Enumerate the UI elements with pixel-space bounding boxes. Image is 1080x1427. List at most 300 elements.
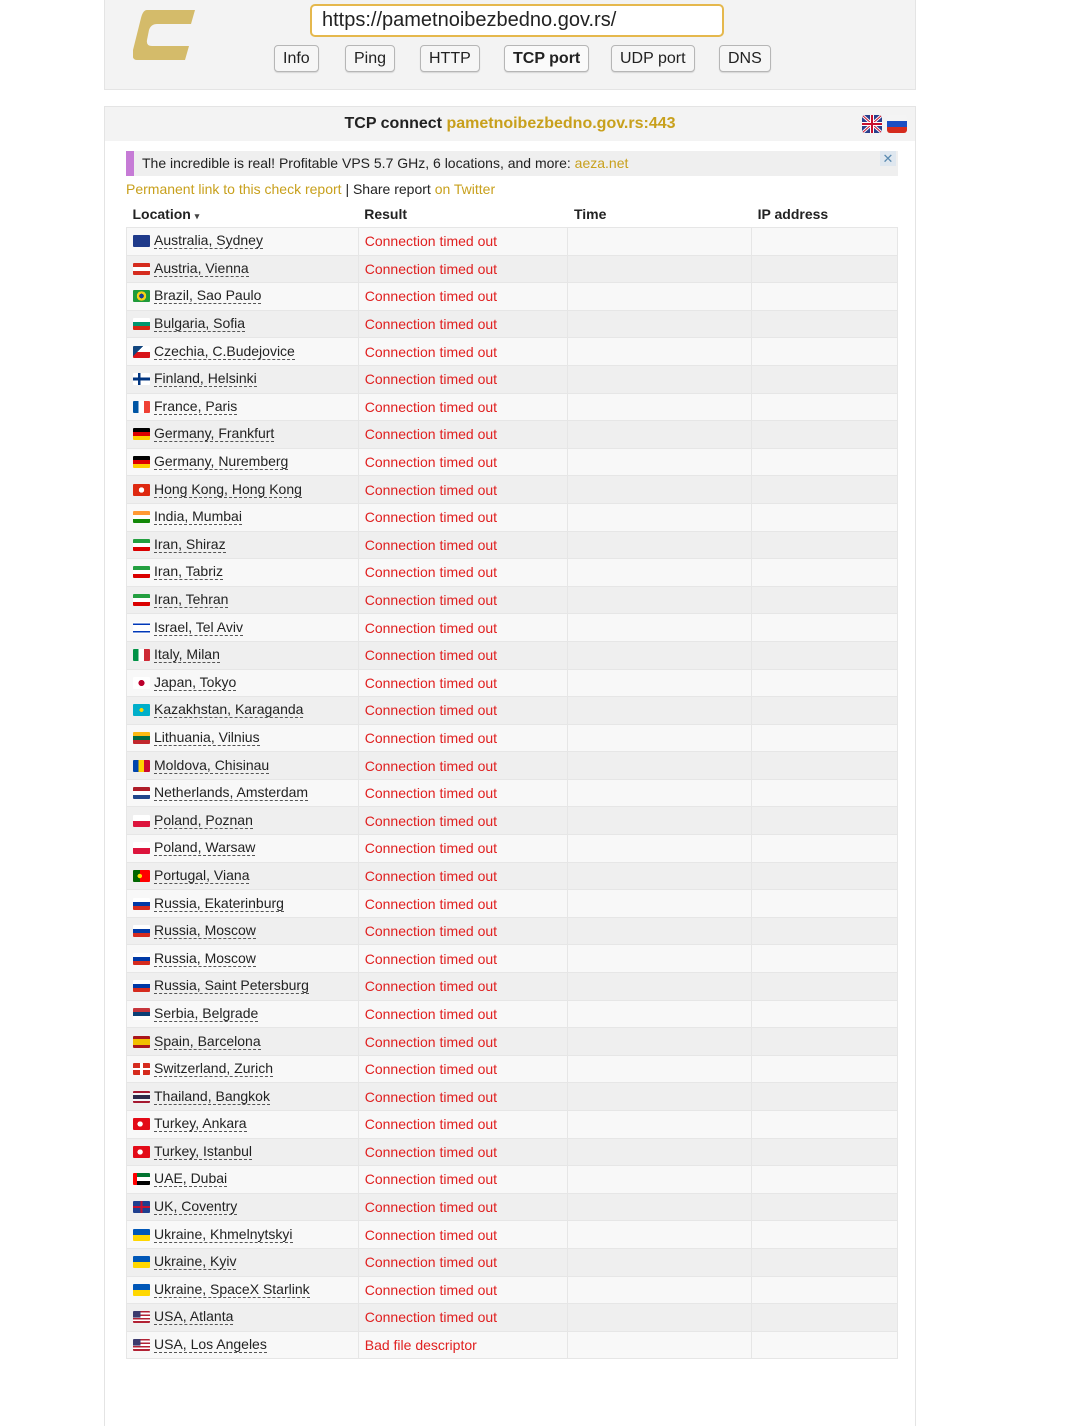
location-cell: [127, 1276, 359, 1304]
time-cell: [568, 1276, 752, 1304]
time-cell: [568, 1111, 752, 1139]
result-cell: Connection timed out: [358, 476, 568, 504]
location-link[interactable]: Germany, Nuremberg: [154, 453, 289, 470]
location-link[interactable]: Moldova, Chisinau: [154, 756, 270, 773]
result-cell: Bad file descriptor: [358, 1331, 568, 1359]
tab-udp-port[interactable]: UDP port: [611, 45, 695, 72]
location-link[interactable]: Ukraine, SpaceX Starlink: [154, 1280, 310, 1297]
site-logo-icon[interactable]: [133, 10, 199, 72]
location-link[interactable]: Iran, Tabriz: [154, 563, 223, 580]
location-link[interactable]: Bulgaria, Sofia: [154, 315, 246, 332]
location-cell: [127, 586, 359, 614]
result-cell: Connection timed out: [358, 228, 568, 256]
location-link[interactable]: Iran, Shiraz: [154, 535, 226, 552]
time-cell: [568, 586, 752, 614]
ip-cell: [752, 917, 898, 945]
time-cell: [568, 835, 752, 863]
result-cell: Connection timed out: [358, 1304, 568, 1332]
time-cell: [568, 503, 752, 531]
location-cell: [127, 559, 359, 587]
ip-cell: [752, 614, 898, 642]
time-cell: [568, 697, 752, 725]
results-table: [126, 201, 898, 1359]
time-cell: [568, 1166, 752, 1194]
result-cell: Connection timed out: [358, 614, 568, 642]
location-cell: [127, 1138, 359, 1166]
report-panel: [104, 106, 916, 1426]
result-cell: Connection timed out: [358, 503, 568, 531]
time-cell: [568, 310, 752, 338]
ip-cell: [752, 1221, 898, 1249]
ip-cell: [752, 835, 898, 863]
column-header-location[interactable]: Location ▾: [132, 206, 200, 222]
time-cell: [568, 421, 752, 449]
ip-cell: [752, 973, 898, 1001]
ip-cell: [752, 890, 898, 918]
location-link[interactable]: Poland, Warsaw: [154, 839, 256, 856]
result-cell: Connection timed out: [358, 1083, 568, 1111]
result-cell: Connection timed out: [358, 283, 568, 311]
result-cell: Connection timed out: [358, 255, 568, 283]
time-cell: [568, 1000, 752, 1028]
location-link[interactable]: Iran, Tehran: [154, 591, 229, 608]
table-row: [127, 255, 898, 283]
table-row: [127, 228, 898, 256]
location-cell: [127, 228, 359, 256]
report-title: [105, 107, 915, 141]
result-cell: Connection timed out: [358, 559, 568, 587]
table-row: [127, 835, 898, 863]
ip-cell: [752, 1000, 898, 1028]
table-row: [127, 1248, 898, 1276]
column-header-time: Time: [573, 206, 607, 222]
time-cell: [568, 641, 752, 669]
location-cell: [127, 973, 359, 1001]
result-cell: Connection timed out: [358, 945, 568, 973]
location-cell: [127, 1331, 359, 1359]
result-cell: Connection timed out: [358, 1193, 568, 1221]
ad-banner: [126, 151, 898, 176]
time-cell: [568, 1083, 752, 1111]
table-row: [127, 862, 898, 890]
de-flag-icon: [133, 456, 150, 468]
location-link[interactable]: Switzerland, Zurich: [154, 1060, 274, 1077]
result-cell: Connection timed out: [358, 973, 568, 1001]
ip-cell: [752, 365, 898, 393]
ip-cell: [752, 476, 898, 504]
results-body: [127, 228, 898, 1359]
result-cell: Connection timed out: [358, 1111, 568, 1139]
time-cell: [568, 945, 752, 973]
location-link[interactable]: USA, Los Angeles: [154, 1336, 267, 1353]
location-link[interactable]: Portugal, Viana: [154, 866, 250, 883]
il-flag-icon: [133, 622, 150, 634]
location-link[interactable]: Netherlands, Amsterdam: [154, 784, 309, 801]
uk-flag-language-icon[interactable]: [862, 115, 882, 133]
time-cell: [568, 559, 752, 587]
table-row: [127, 1138, 898, 1166]
result-cell: Connection timed out: [358, 310, 568, 338]
table-row: [127, 779, 898, 807]
time-cell: [568, 393, 752, 421]
result-cell: Connection timed out: [358, 697, 568, 725]
location-link[interactable]: Serbia, Belgrade: [154, 1004, 259, 1021]
title-prefix: TCP connect: [344, 115, 442, 132]
location-cell: [127, 1304, 359, 1332]
ru-flag-icon: [133, 898, 150, 910]
ip-cell: [752, 1055, 898, 1083]
table-row: [127, 531, 898, 559]
location-cell: [127, 1083, 359, 1111]
time-cell: [568, 365, 752, 393]
location-cell: [127, 1248, 359, 1276]
location-link[interactable]: Brazil, Sao Paulo: [154, 287, 262, 304]
location-cell: [127, 1166, 359, 1194]
lt-flag-icon: [133, 732, 150, 744]
ip-cell: [752, 724, 898, 752]
links-separator: |: [345, 181, 350, 197]
result-cell: Connection timed out: [358, 724, 568, 752]
time-cell: [568, 1304, 752, 1332]
time-cell: [568, 1248, 752, 1276]
result-cell: Connection timed out: [358, 752, 568, 780]
time-cell: [568, 338, 752, 366]
location-link[interactable]: Germany, Frankfurt: [154, 425, 275, 442]
table-row: [127, 807, 898, 835]
location-cell: [127, 669, 359, 697]
location-link[interactable]: Spain, Barcelona: [154, 1032, 261, 1049]
result-cell: Connection timed out: [358, 1221, 568, 1249]
ir-flag-icon: [133, 539, 150, 551]
location-link[interactable]: Thailand, Bangkok: [154, 1087, 270, 1104]
ip-cell: [752, 421, 898, 449]
ua-flag-icon: [133, 1284, 150, 1296]
ip-cell: [752, 338, 898, 366]
time-cell: [568, 531, 752, 559]
location-cell: [127, 1111, 359, 1139]
time-cell: [568, 890, 752, 918]
pt-flag-icon: [133, 870, 150, 882]
us-flag-icon: [133, 1311, 150, 1323]
time-cell: [568, 752, 752, 780]
time-cell: [568, 807, 752, 835]
result-cell: Connection timed out: [358, 586, 568, 614]
location-link[interactable]: Turkey, Ankara: [154, 1115, 247, 1132]
location-link[interactable]: Italy, Milan: [154, 646, 220, 663]
ip-cell: [752, 1304, 898, 1332]
location-cell: [127, 1055, 359, 1083]
table-row: [127, 1166, 898, 1194]
result-cell: Connection timed out: [358, 890, 568, 918]
location-cell: [127, 697, 359, 725]
pl-flag-icon: [133, 842, 150, 854]
kz-flag-icon: [133, 704, 150, 716]
table-row: [127, 586, 898, 614]
ip-cell: [752, 1166, 898, 1194]
ip-cell: [752, 503, 898, 531]
location-cell: [127, 255, 359, 283]
ip-cell: [752, 807, 898, 835]
location-cell: [127, 531, 359, 559]
ip-cell: [752, 697, 898, 725]
location-link[interactable]: France, Paris: [154, 397, 238, 414]
ir-flag-icon: [133, 566, 150, 578]
location-link[interactable]: Ukraine, Kyiv: [154, 1253, 237, 1270]
column-header-result: Result: [364, 206, 408, 222]
time-cell: [568, 973, 752, 1001]
time-cell: [568, 1028, 752, 1056]
result-cell: Connection timed out: [358, 1276, 568, 1304]
result-cell: Connection timed out: [358, 393, 568, 421]
ip-cell: [752, 945, 898, 973]
au-flag-icon: [133, 235, 150, 247]
ip-cell: [752, 1248, 898, 1276]
location-cell: [127, 338, 359, 366]
result-cell: Connection timed out: [358, 779, 568, 807]
location-link[interactable]: Russia, Ekaterinburg: [154, 894, 284, 911]
location-cell: [127, 807, 359, 835]
result-cell: Connection timed out: [358, 917, 568, 945]
location-cell: [127, 476, 359, 504]
result-cell: Connection timed out: [358, 1166, 568, 1194]
table-row: [127, 476, 898, 504]
location-cell: [127, 503, 359, 531]
location-cell: [127, 641, 359, 669]
location-link[interactable]: Japan, Tokyo: [154, 673, 237, 690]
ip-cell: [752, 752, 898, 780]
location-link[interactable]: Kazakhstan, Karaganda: [154, 701, 304, 718]
russian-flag-language-icon[interactable]: [887, 115, 907, 133]
result-cell: Connection timed out: [358, 1138, 568, 1166]
location-cell: [127, 779, 359, 807]
time-cell: [568, 283, 752, 311]
table-row: [127, 641, 898, 669]
fi-flag-icon: [133, 373, 150, 385]
ip-cell: [752, 1138, 898, 1166]
location-link[interactable]: Turkey, Istanbul: [154, 1142, 253, 1159]
bg-flag-icon: [133, 318, 150, 330]
table-row: [127, 1028, 898, 1056]
ip-cell: [752, 1111, 898, 1139]
md-flag-icon: [133, 760, 150, 772]
us-flag-icon: [133, 1339, 150, 1351]
table-row: [127, 752, 898, 780]
location-cell: [127, 752, 359, 780]
table-row: [127, 1111, 898, 1139]
ip-cell: [752, 531, 898, 559]
ua-flag-icon: [133, 1229, 150, 1241]
ip-cell: [752, 393, 898, 421]
location-link[interactable]: Hong Kong, Hong Kong: [154, 480, 302, 497]
gb-flag-icon: [133, 1201, 150, 1213]
location-cell: [127, 917, 359, 945]
cz-flag-icon: [133, 346, 150, 358]
location-cell: [127, 890, 359, 918]
table-row: [127, 973, 898, 1001]
time-cell: [568, 669, 752, 697]
result-cell: Connection timed out: [358, 421, 568, 449]
ip-cell: [752, 1083, 898, 1111]
ip-cell: [752, 228, 898, 256]
share-report-label: Share report: [352, 181, 431, 197]
location-link[interactable]: UK, Coventry: [154, 1198, 238, 1215]
location-link[interactable]: Austria, Vienna: [154, 259, 249, 276]
location-link[interactable]: Russia, Moscow: [154, 922, 256, 939]
ad-accent-bar: [126, 151, 134, 176]
location-link[interactable]: Poland, Poznan: [154, 811, 253, 828]
location-link[interactable]: Australia, Sydney: [154, 232, 263, 249]
location-cell: [127, 614, 359, 642]
location-link[interactable]: Czechia, C.Budejovice: [154, 342, 295, 359]
ip-cell: [752, 1331, 898, 1359]
jp-flag-icon: [133, 677, 150, 689]
ru-flag-icon: [133, 925, 150, 937]
ip-cell: [752, 255, 898, 283]
result-cell: Connection timed out: [358, 448, 568, 476]
tab-dns[interactable]: DNS: [719, 45, 771, 72]
result-cell: Connection timed out: [358, 862, 568, 890]
it-flag-icon: [133, 649, 150, 661]
ir-flag-icon: [133, 594, 150, 606]
table-row: [127, 697, 898, 725]
report-links: [126, 181, 495, 197]
time-cell: [568, 1331, 752, 1359]
report-content: [105, 141, 915, 1427]
location-link[interactable]: Lithuania, Vilnius: [154, 728, 260, 745]
table-row: [127, 338, 898, 366]
sort-arrow-icon: ▾: [194, 211, 200, 221]
at-flag-icon: [133, 263, 150, 275]
ad-text: [142, 151, 628, 176]
url-input[interactable]: https://pametnoibezbedno.gov.rs/: [310, 4, 724, 37]
ip-cell: [752, 862, 898, 890]
table-row: [127, 1083, 898, 1111]
location-cell: [127, 862, 359, 890]
time-cell: [568, 255, 752, 283]
th-flag-icon: [133, 1091, 150, 1103]
ru-flag-icon: [133, 980, 150, 992]
location-link[interactable]: India, Mumbai: [154, 508, 242, 525]
table-row: [127, 365, 898, 393]
location-cell: [127, 1193, 359, 1221]
tab-info[interactable]: Info: [274, 45, 319, 72]
location-cell: [127, 448, 359, 476]
ua-flag-icon: [133, 1256, 150, 1268]
time-cell: [568, 862, 752, 890]
table-row: [127, 1221, 898, 1249]
ad-link[interactable]: aeza.net: [574, 155, 629, 171]
ch-flag-icon: [133, 1063, 150, 1075]
ip-cell: [752, 448, 898, 476]
tr-flag-icon: [133, 1146, 150, 1158]
ad-message: The incredible is real! Profitable VPS 5.7 GHz, 6 locations, and more:: [142, 155, 571, 171]
ip-cell: [752, 310, 898, 338]
in-flag-icon: [133, 511, 150, 523]
table-row: [127, 393, 898, 421]
table-row: [127, 559, 898, 587]
tab-http[interactable]: HTTP: [420, 45, 480, 72]
table-row: [127, 1000, 898, 1028]
result-cell: Connection timed out: [358, 641, 568, 669]
location-cell: [127, 1028, 359, 1056]
ip-cell: [752, 1028, 898, 1056]
table-row: [127, 614, 898, 642]
location-cell: [127, 724, 359, 752]
table-row: [127, 310, 898, 338]
table-row: [127, 1055, 898, 1083]
tr-flag-icon: [133, 1118, 150, 1130]
fr-flag-icon: [133, 401, 150, 413]
tab-tcp-port[interactable]: TCP port: [504, 45, 589, 72]
time-cell: [568, 917, 752, 945]
location-link[interactable]: Ukraine, Khmelnytskyi: [154, 1225, 293, 1242]
time-cell: [568, 779, 752, 807]
time-cell: [568, 228, 752, 256]
time-cell: [568, 1221, 752, 1249]
location-link[interactable]: USA, Atlanta: [154, 1308, 234, 1325]
time-cell: [568, 476, 752, 504]
time-cell: [568, 1138, 752, 1166]
ae-flag-icon: [133, 1173, 150, 1185]
nl-flag-icon: [133, 787, 150, 799]
time-cell: [568, 724, 752, 752]
ip-cell: [752, 1276, 898, 1304]
table-row: [127, 890, 898, 918]
result-cell: Connection timed out: [358, 1028, 568, 1056]
de-flag-icon: [133, 428, 150, 440]
ip-cell: [752, 559, 898, 587]
ip-cell: [752, 669, 898, 697]
permanent-link[interactable]: Permanent link to this check report: [126, 181, 342, 197]
close-ad-icon[interactable]: ✕: [880, 151, 896, 166]
table-row: [127, 1304, 898, 1332]
ip-cell: [752, 641, 898, 669]
location-link[interactable]: Israel, Tel Aviv: [154, 618, 243, 635]
location-link[interactable]: Russia, Saint Petersburg: [154, 977, 309, 994]
table-row: [127, 1331, 898, 1359]
location-link[interactable]: Russia, Moscow: [154, 949, 256, 966]
br-flag-icon: [133, 290, 150, 302]
time-cell: [568, 1193, 752, 1221]
location-link[interactable]: UAE, Dubai: [154, 1170, 228, 1187]
result-cell: Connection timed out: [358, 338, 568, 366]
tab-ping[interactable]: Ping: [345, 45, 395, 72]
table-row: [127, 1276, 898, 1304]
location-cell: [127, 393, 359, 421]
table-row: [127, 503, 898, 531]
location-cell: [127, 310, 359, 338]
time-cell: [568, 448, 752, 476]
hk-flag-icon: [133, 484, 150, 496]
table-row: [127, 421, 898, 449]
share-twitter-link[interactable]: on Twitter: [434, 181, 496, 197]
header-panel: [104, 0, 916, 90]
result-cell: Connection timed out: [358, 807, 568, 835]
table-row: [127, 448, 898, 476]
table-row: [127, 283, 898, 311]
result-cell: Connection timed out: [358, 365, 568, 393]
location-cell: [127, 945, 359, 973]
location-cell: [127, 365, 359, 393]
es-flag-icon: [133, 1036, 150, 1048]
title-host: pametnoibezbedno.gov.rs:443: [446, 115, 676, 132]
location-link[interactable]: Finland, Helsinki: [154, 370, 257, 387]
rs-flag-icon: [133, 1008, 150, 1020]
table-row: [127, 669, 898, 697]
result-cell: Connection timed out: [358, 1000, 568, 1028]
table-row: [127, 1193, 898, 1221]
ip-cell: [752, 779, 898, 807]
